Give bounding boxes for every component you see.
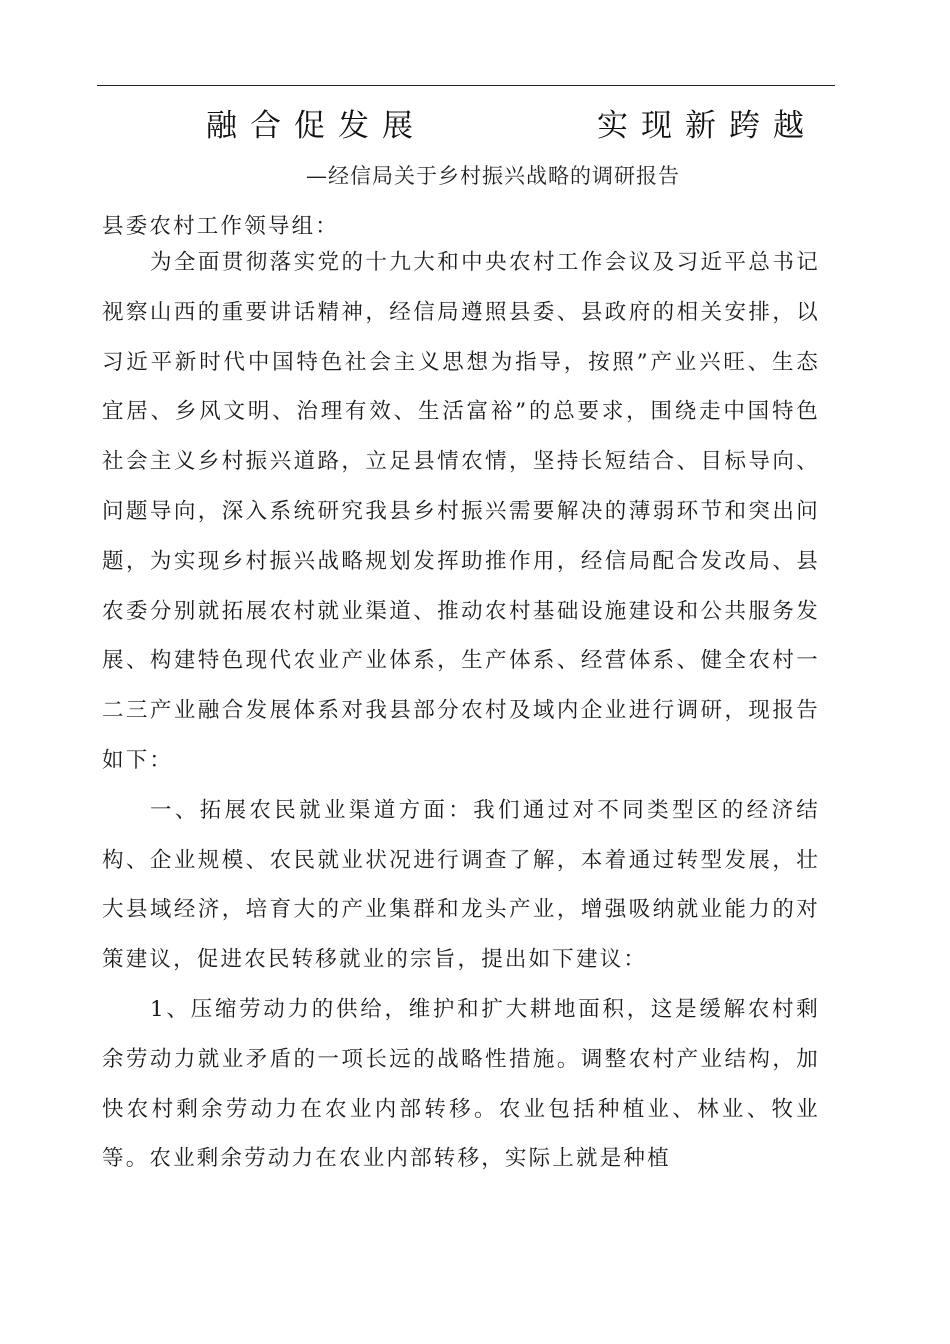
title-part-1: 融合促发展: [206, 108, 426, 144]
document-title: [0, 100, 950, 148]
paragraph-3: 1、压缩劳动力的供给，维护和扩大耕地面积，这是缓解农村剩余劳动力就业矛盾的一项长远的战略性措施。调整农村产业结构，加快农村剩余劳动力在农业内部转移。农业包括种植业、林业、牧业等。农业剩余劳动力在农业内部转移，实际上就是种植: [102, 996, 820, 1172]
body-text: [102, 238, 820, 1184]
salutation: 县委农村工作领导组：: [102, 214, 340, 239]
header-rule: [97, 85, 835, 86]
paragraph-2: 一、拓展农民就业渠道方面：我们通过对不同类型区的经济结构、企业规模、农民就业状况进行调查了解，本着通过转型发展，壮大县域经济，培育大的产业集群和龙头产业，增强吸纳就业能力的对策建议，促进农民转移就业的宗旨，提出如下建议：: [102, 797, 820, 973]
document-subtitle: —经信局关于乡村振兴战略的调研报告: [306, 164, 680, 188]
paragraph-1: 为全面贯彻落实党的十九大和中央农村工作会议及习近平总书记视察山西的重要讲话精神，经信局遵照县委、县政府的相关安排，以习近平新时代中国特色社会主义思想为指导，按照”产业兴旺、生态宜居、乡风文明、治理有效、生活富裕”的总要求，围绕走中国特色社会主义乡村振兴道路，立足县情农情，坚持长短结合、目标导向、问题导向，深入系统研究我县乡村振兴需要解决的薄弱环节和突出问题，为实现乡村振兴战略规划发挥助推作用，经信局配合发改局、县农委分别就拓展农村就业渠道、推动农村基础设施建设和公共服务发展、构建特色现代农业产业体系，生产体系、经营体系、健全农村一二三产业融合发展体系对我县部分农村及域内企业进行调研，现报告如下：: [102, 250, 820, 773]
title-part-2: 实现新跨越: [597, 108, 817, 144]
